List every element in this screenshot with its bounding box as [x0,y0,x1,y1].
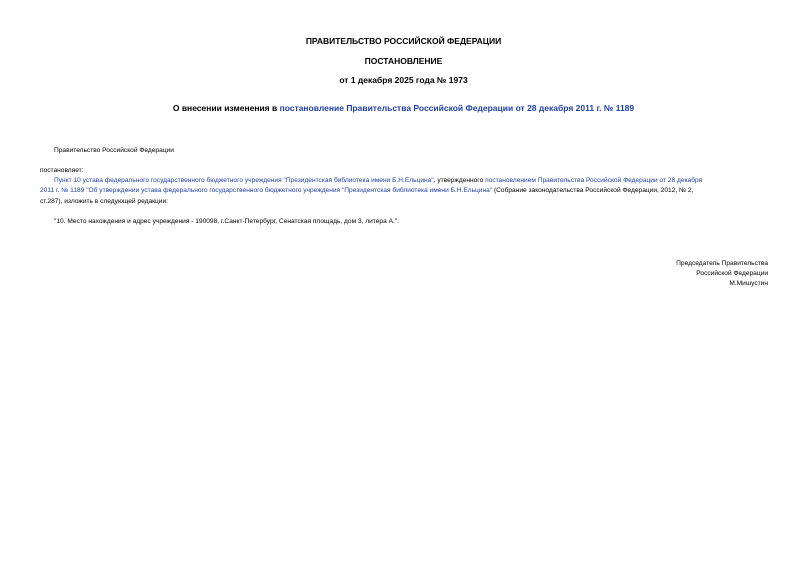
document-type-heading: ПОСТАНОВЛЕНИЕ [364,56,443,66]
issuer-text: Правительство Российской Федерации [54,147,174,154]
title-amended-decree-link[interactable]: постановление Правительства Российской Федерации от 28 декабря 2011 г. № 1189 [279,103,635,113]
charter-clause-link[interactable]: Пункт 10 устава федерального государственного бюджетного учреждения "Президентская библиотека имени Б.Н.Ельцина" [54,177,434,184]
amendment-text: "10. Место нахождения и адрес учреждения - 190098, г.Санкт-Петербург, Сенатская площадь, дом 3, литера А.". [54,218,399,225]
date-number-heading: от 1 декабря 2025 года № 1973 [339,75,468,85]
decree-link[interactable]: постановлением Правительства Российской Федерации от 28 декабря [485,177,703,184]
paragraph-text: , утвержденного [433,177,486,184]
paragraph-text: (Собрание законодательства Российской Федерации, 2012, № 2, [492,187,694,194]
decrees-text: постановляет: [40,167,84,174]
signature-position-2: Российской Федерации [696,270,768,277]
title-prefix: О внесении изменения в [172,103,280,113]
document-title [0,103,807,114]
paragraph-line-3: ст.287), изложить в следующей редакции: [40,198,168,205]
decree-link-continued[interactable]: 2011 г. № 1189 "Об утверждении устава федерального государственного бюджетного учреждения "Президентская библиотека имени Б.Н.Ельцина" [40,187,493,194]
paragraph-line-2 [40,186,693,197]
government-heading: ПРАВИТЕЛЬСТВО РОССИЙСКОЙ ФЕДЕРАЦИИ [305,36,502,46]
signature-name: М.Мишустин [729,280,768,287]
paragraph-line-1 [54,176,702,187]
signature-position: Председатель Правительства [676,260,768,267]
